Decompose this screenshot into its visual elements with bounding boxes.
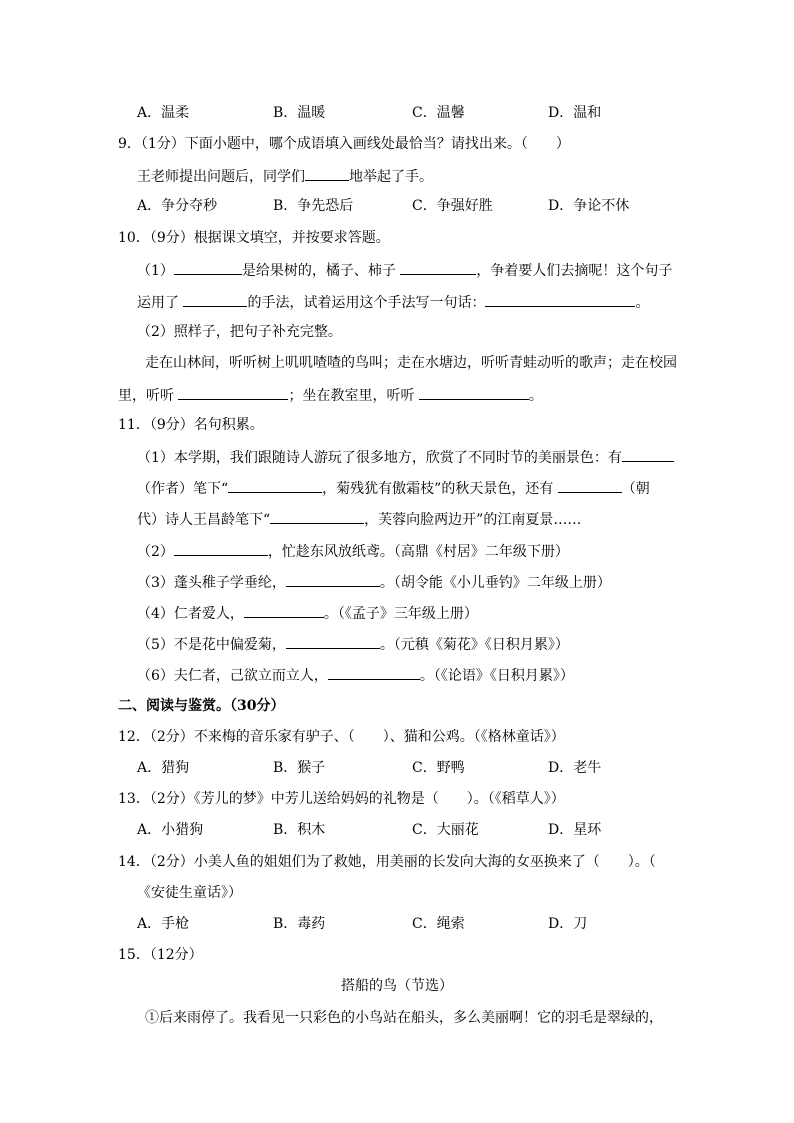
- q9-sentence: [137, 166, 433, 186]
- q10-blank-3[interactable]: [183, 292, 247, 307]
- q10-part1-text-d: 运用了: [137, 295, 179, 311]
- q14-option-c: C．绳索: [412, 916, 465, 932]
- q10-part1-label: （1）: [137, 263, 174, 279]
- q11-blank-8[interactable]: [286, 634, 380, 649]
- q10-blank-5[interactable]: [178, 385, 288, 400]
- q10-part2: （2）照样子，把句子补充完整。: [137, 324, 342, 340]
- q11-s1-line2: [137, 478, 650, 498]
- q11-blank-6[interactable]: [286, 572, 380, 587]
- q15-passage-para1: ①后来雨停了。我看见一只彩色的小鸟站在船头，多么美丽啊！它的羽毛是翠绿的，: [145, 1010, 663, 1026]
- q10-part1-text-f: 。: [635, 295, 650, 311]
- q10-part1-line1: [137, 260, 672, 280]
- q11-s3-text-a: （3）蓬头稚子学垂纶，: [137, 575, 286, 591]
- q9-option-c: C．争强好胜: [412, 198, 493, 214]
- q11-s6-text-a: （6）夫仁者，己欲立而立人，: [137, 668, 328, 684]
- q11-blank-1[interactable]: [622, 447, 674, 462]
- q15-stem: 15．（12分）: [118, 947, 203, 963]
- q13-option-c: C．大丽花: [412, 822, 479, 838]
- q11-s3: [137, 572, 611, 592]
- q14-option-a: A．手枪: [137, 916, 190, 932]
- q11-s1-text-d: （朝: [621, 481, 650, 497]
- q11-s2-text-b: ，忙趁东风放纸鸢。（高鼎《村居》二年级下册）: [267, 544, 569, 560]
- q11-s5-text-b: 。（元稹《菊花》《日积月累》）: [379, 637, 569, 653]
- q11-s6: [137, 665, 574, 685]
- q13-stem: 13．（2分）《芳儿的梦》中芳儿送给妈妈的礼物是（ ）。（《稻草人》）: [118, 791, 565, 807]
- q10-stem: 10．（9分）根据课文填空，并按要求答题。: [118, 230, 390, 246]
- q10-example-line2: [118, 385, 543, 405]
- q10-blank-1[interactable]: [174, 260, 242, 275]
- q10-blank-2[interactable]: [400, 260, 476, 275]
- q11-blank-4[interactable]: [270, 509, 364, 524]
- q11-s6-text-b: 。（《论语》《日积月累》）: [419, 668, 574, 684]
- section-heading: 二、阅读与鉴赏。（30分）: [118, 698, 285, 714]
- q11-blank-2[interactable]: [228, 478, 322, 493]
- q14-option-d: D．刀: [548, 916, 588, 932]
- q9-sentence-part-a: 王老师提出问题后，同学们: [137, 169, 305, 185]
- q11-s1-text-c: ，菊残犹有傲霜枝”的秋天景色，还有: [322, 481, 554, 497]
- q13-option-a: A．小猎狗: [137, 822, 204, 838]
- q11-s5-text-a: （5）不是花中偏爱菊，: [137, 637, 286, 653]
- q10-part1-line2: [137, 292, 649, 312]
- q11-s1-text-b: （作者）笔下“: [137, 481, 229, 497]
- q10-example-text-b: ；坐在教室里，听听: [288, 388, 415, 404]
- q9-sentence-part-b: 地举起了手。: [349, 169, 433, 185]
- q9-stem: 9．（1分）下面小题中，哪个成语填入画线处最恰当？请找出来。（ ）: [118, 136, 570, 152]
- q12-option-a: A．猎狗: [137, 760, 190, 776]
- q10-blank-6[interactable]: [419, 385, 529, 400]
- q11-s2: [137, 541, 569, 561]
- q10-example-text-c: 。: [528, 388, 543, 404]
- q10-example-text-a: 里，听听: [118, 388, 174, 404]
- q9-option-d: D．争论不休: [548, 198, 630, 214]
- q11-s3-text-b: 。（胡令能《小儿垂钓》二年级上册）: [379, 575, 611, 591]
- q11-s1-text-f: ，芙蓉向脸两边开”的江南夏景……: [364, 512, 582, 528]
- q12-option-d: D．老牛: [548, 760, 602, 776]
- q11-s4-text-a: （4）仁者爱人，: [137, 606, 244, 622]
- q10-part1-text-b: 是给果树的，橘子、柿子: [241, 263, 396, 279]
- q14-stem-line1: 14．（2分）小美人鱼的姐姐们为了救她，用美丽的长发向大海的女巫换来了（ ）。（: [118, 854, 656, 870]
- q11-s1-line3: [137, 509, 581, 529]
- q10-blank-4[interactable]: [485, 292, 635, 307]
- q11-stem: 11．（9分）名句积累。: [118, 417, 264, 433]
- q11-s1-text-a: （1）本学期，我们跟随诗人游玩了很多地方，欣赏了不同时节的美丽景色：有: [137, 450, 622, 466]
- q15-passage-title: 搭船的鸟（节选）: [341, 978, 453, 994]
- q11-s4: [137, 603, 478, 623]
- q11-s4-text-b: 。（《孟子》三年级上册）: [323, 606, 478, 622]
- q12-stem: 12．（2分）不来梅的音乐家有驴子、（ ）、猫和公鸡。（《格林童话》）: [118, 729, 565, 745]
- q11-blank-5[interactable]: [174, 541, 268, 556]
- q9-option-b: B．争先恐后: [273, 198, 354, 214]
- q8-option-c: C．温馨: [412, 105, 465, 121]
- q11-s2-text-a: （2）: [137, 544, 174, 560]
- q13-option-b: B．积木: [273, 822, 326, 838]
- q11-blank-3[interactable]: [558, 478, 622, 493]
- q10-example-line1: 走在山林间，听听树上叽叽喳喳的鸟叫；走在水塘边，听听青蛙动听的歌声；走在校园: [145, 355, 677, 371]
- q10-part1-text-e: 的手法，试着运用这个手法写一句话：: [247, 295, 486, 311]
- q8-option-d: D．温和: [548, 105, 602, 121]
- q11-blank-9[interactable]: [328, 665, 420, 680]
- q8-option-a: A．温柔: [137, 105, 190, 121]
- q8-option-b: B．温暖: [273, 105, 326, 121]
- q9-option-a: A．争分夺秒: [137, 198, 218, 214]
- q11-s1-line1: [137, 447, 674, 467]
- q12-option-b: B．猴子: [273, 760, 326, 776]
- q11-blank-7[interactable]: [244, 603, 324, 618]
- q10-part1-text-c: ，争着要人们去摘呢！这个句子: [476, 263, 673, 279]
- q11-s1-text-e: 代）诗人王昌龄笔下“: [137, 512, 271, 528]
- q13-option-d: D．星环: [548, 822, 602, 838]
- q14-stem-line2: 《安徒生童话》）: [137, 885, 242, 901]
- q14-option-b: B．毒药: [273, 916, 326, 932]
- q12-option-c: C．野鸭: [412, 760, 465, 776]
- q11-s5: [137, 634, 569, 654]
- q9-blank[interactable]: [305, 166, 349, 181]
